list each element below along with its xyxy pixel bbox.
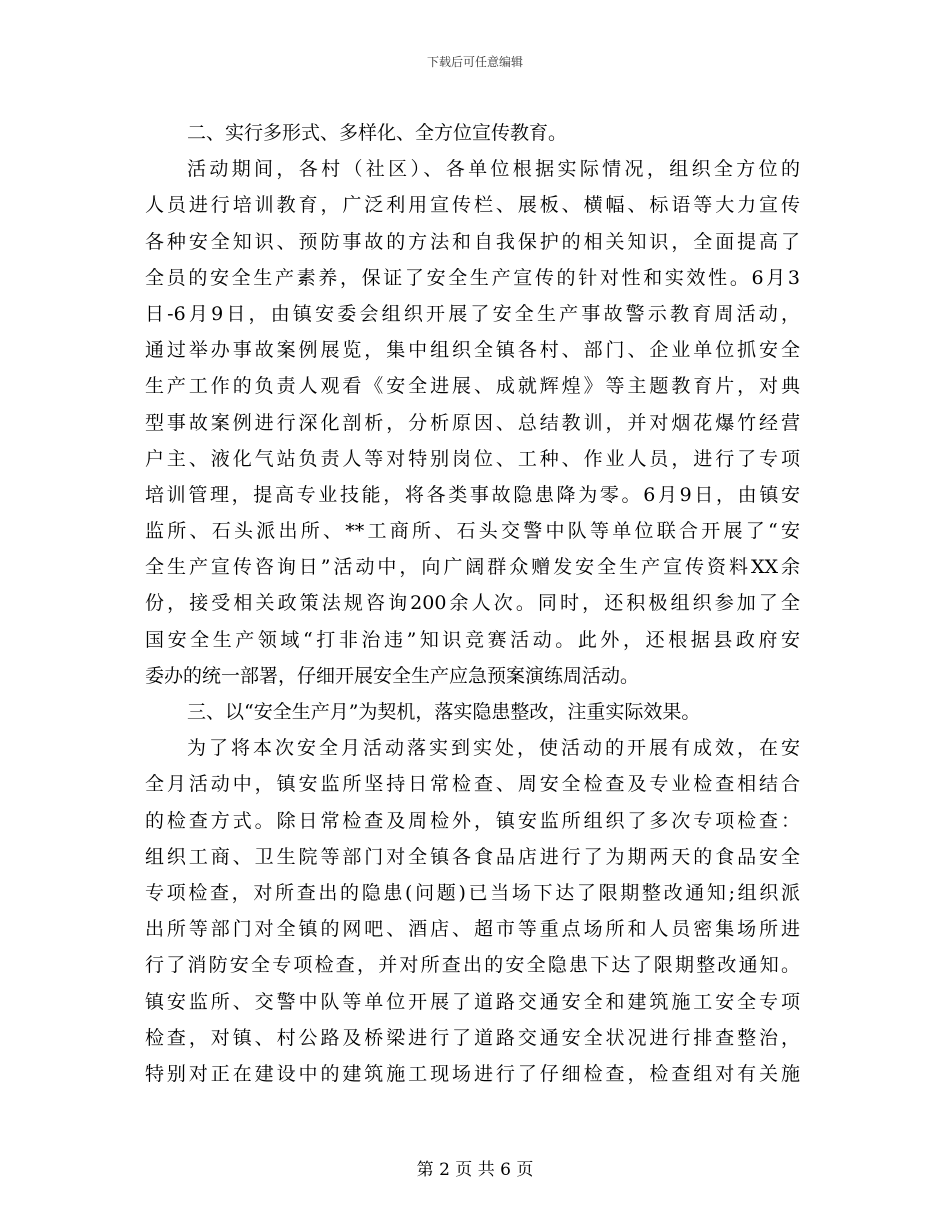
text-line: 行了消防安全专项检查，并对所查出的安全隐患下达了限期整改通知。 — [145, 954, 800, 977]
text-line: 三、以“安全生产月”为契机，落实隐患整改，注重实际效果。 — [187, 701, 701, 723]
text-line: 专项检查，对所查出的隐患(问题)已当场下达了限期整改通知;组织派 — [145, 881, 800, 904]
text-line: 特别对正在建设中的建筑施工现场进行了仔细检查，检查组对有关施 — [145, 1062, 800, 1085]
text-line: 份，接受相关政策法规咨询200余人次。同时，还积极组织参加了全 — [145, 592, 800, 615]
text-line: 为了将本次安全月活动落实到实处，使活动的开展有成效，在安 — [187, 737, 800, 760]
text-line: 培训管理，提高专业技能，将各类事故隐患降为零。6月9日，由镇安 — [145, 483, 800, 506]
text-line: 二、实行多形式、多样化、全方位宣传教育。 — [187, 122, 568, 144]
page-header: 下载后可任意编辑 — [426, 55, 523, 69]
text-line: 生产工作的负责人观看《安全进展、成就辉煌》等主题教育片，对典 — [145, 375, 800, 398]
text-line: 日-6月9日，由镇安委会组织开展了安全生产事故警示教育周活动， — [145, 302, 800, 325]
text-line: 通过举办事故案例展览，集中组织全镇各村、部门、企业单位抓安全 — [145, 339, 800, 362]
document-body — [145, 115, 800, 1092]
text-line: 出所等部门对全镇的网吧、酒店、超市等重点场所和人员密集场所进 — [145, 918, 800, 941]
text-line: 的检查方式。除日常检查及周检外，镇安监所组织了多次专项检查： — [145, 809, 800, 832]
text-line: 各种安全知识、预防事故的方法和自我保护的相关知识，全面提高了 — [145, 230, 800, 253]
text-line: 全员的安全生产素养，保证了安全生产宣传的针对性和实效性。6月3 — [145, 266, 800, 289]
text-line: 全月活动中，镇安监所坚持日常检查、周安全检查及专业检查相结合 — [145, 773, 800, 796]
text-line: 人员进行培训教育，广泛利用宣传栏、展板、横幅、标语等大力宣传 — [145, 194, 800, 217]
text-line: 户主、液化气站负责人等对特别岗位、工种、作业人员，进行了专项 — [145, 447, 800, 470]
page-footer: 第 2 页 共 6 页 — [416, 1160, 534, 1180]
text-line: 国安全生产领域“打非治违”知识竞赛活动。此外，还根据县政府安 — [145, 628, 800, 651]
text-line: 组织工商、卫生院等部门对全镇各食品店进行了为期两天的食品安全 — [145, 845, 800, 868]
text-line: 检查，对镇、村公路及桥梁进行了道路交通安全状况进行排查整治， — [145, 1026, 800, 1049]
text-line: 监所、石头派出所、**工商所、石头交警中队等单位联合开展了“安 — [145, 520, 800, 543]
text-line: 镇安监所、交警中队等单位开展了道路交通安全和建筑施工安全专项 — [145, 990, 800, 1013]
text-line: 全生产宣传咨询日”活动中，向广阔群众赠发安全生产宣传资料XX余 — [145, 556, 800, 579]
text-line: 委办的统一部署，仔细开展安全生产应急预案演练周活动。 — [145, 664, 640, 687]
text-line: 活动期间，各村（社区）、各单位根据实际情况，组织全方位的 — [187, 158, 800, 181]
text-line: 型事故案例进行深化剖析，分析原因、总结教训，并对烟花爆竹经营 — [145, 411, 800, 434]
